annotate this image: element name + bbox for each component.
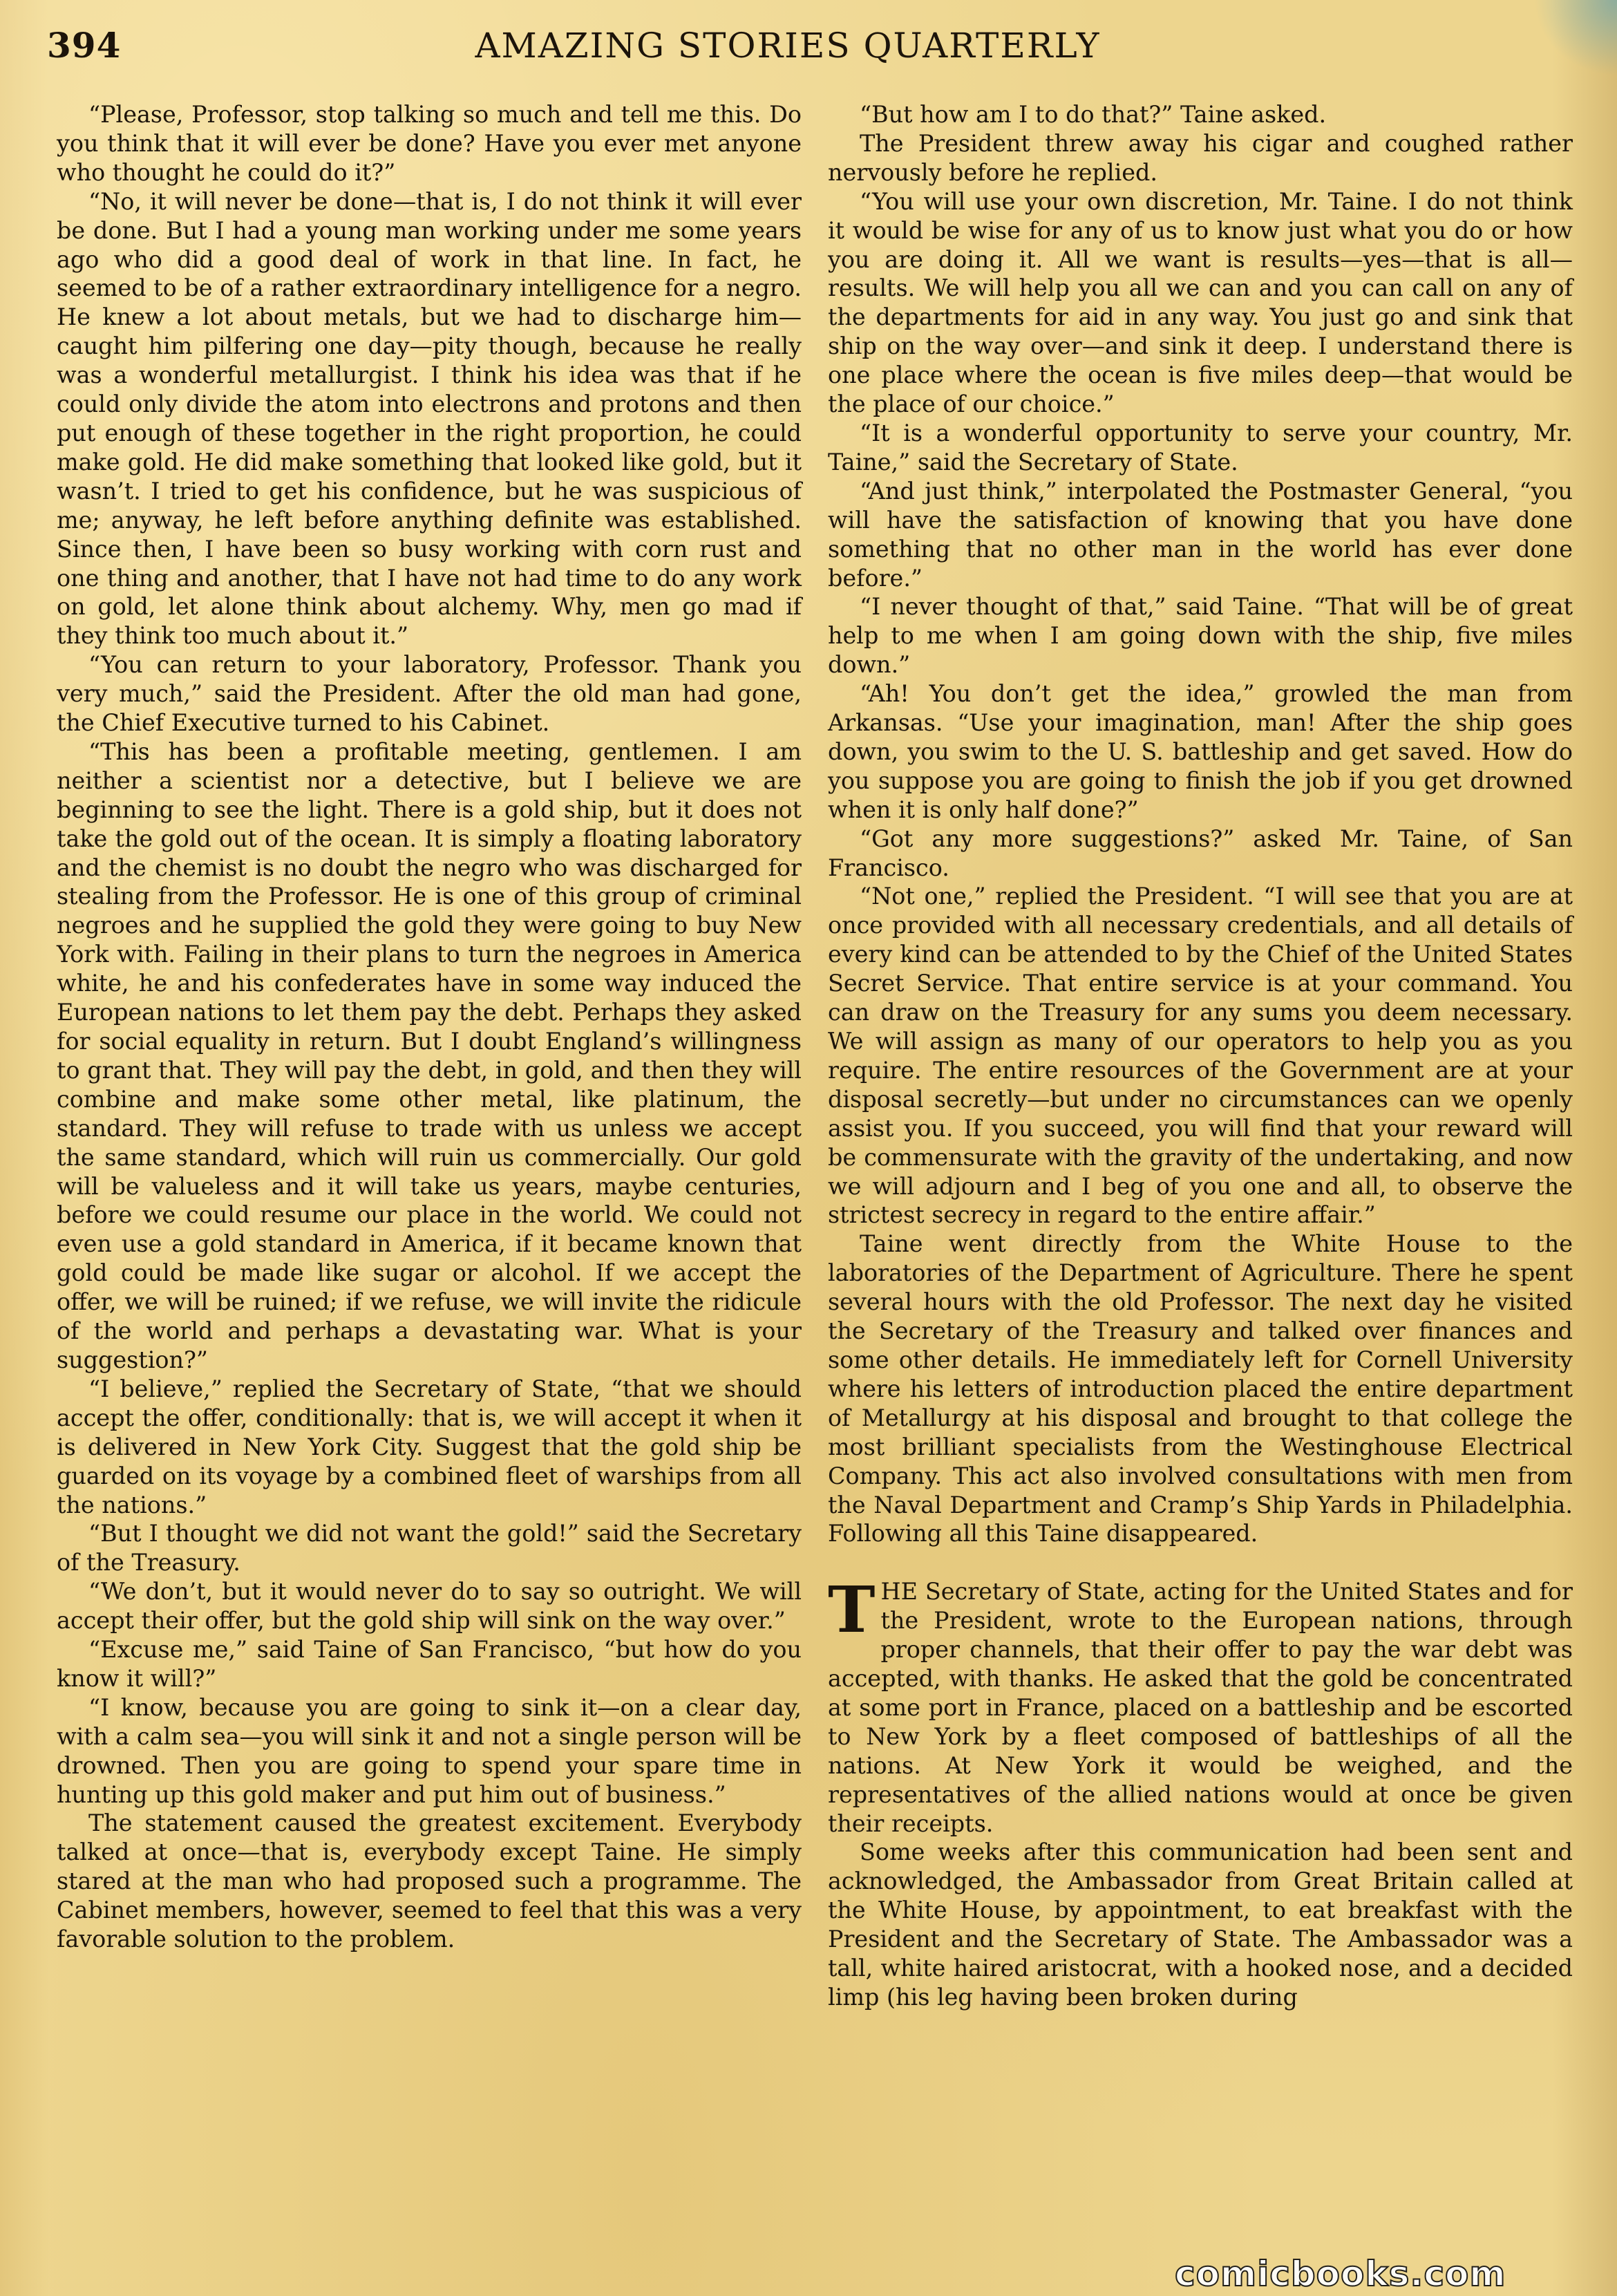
paragraph: “No, it will never be done—that is, I do not think it will ever be done. But I had a young man working under me some years ago who did a good deal of work in that line. In fact, he seemed to be of a rather extraordinary intelligence for a negro. He knew a lot about metals, but we had to discharge him—caught him pilfering one day—pity though, because he really was a wonderful metallurgist. I think his idea was that if he could only divide the atom into electrons and protons and then put enough of these together in the right proportion, he could make gold. He did make something that looked like gold, but it wasn’t. I tried to get his confidence, but he was suspicious of me; anyway, he left before anything definite was established. Since then, I have been so busy working with corn rust and one thing and another, that I have not had time to do any work on gold, let alone think about alchemy. Why, men go mad if they think too much about it.”	[57, 187, 802, 650]
paragraph: “But how am I to do that?” Taine asked.	[860, 101, 1327, 128]
page-number: 394	[47, 25, 122, 66]
left-column	[57, 100, 802, 1954]
paragraph: Some weeks after this communication had been sent and acknowledged, the Ambassador from Great Britain called at the White House, by appointment, to eat breakfast with the President and the Secretary of State. The Ambassador was a tall, white haired aristocrat, with a hooked nose, and a decided limp (his leg having been broken during	[828, 1838, 1573, 2011]
paragraph: “You can return to your laboratory, Professor. Thank you very much,” said the President. After the old man had gone, the Chief Executive turned to his Cabinet.	[57, 651, 802, 737]
paragraph: The statement caused the greatest excitement. Everybody talked at once—that is, everybody except Taine. He simply stared at the man who had proposed such a programme. The Cabinet members, however, seemed to feel that this was a very favorable solution to the problem.	[57, 1809, 802, 1953]
paragraph: “Ah! You don’t get the idea,” growled the man from Arkansas. “Use your imagination, man! After the ship goes down, you swim to the U. S. battleship and get saved. How do you suppose you are going to finish the job if you get drowned when it is only half done?”	[828, 680, 1573, 823]
drop-cap: T	[828, 1572, 876, 1648]
section-opening-paragraph	[828, 1572, 1573, 1838]
right-column	[828, 100, 1573, 2012]
paragraph: “And just think,” interpolated the Postmaster General, “you will have the satisfaction of knowing that you have done something that no other man in the world has ever done before.”	[828, 477, 1573, 592]
page-corner-stain	[1534, 0, 1617, 76]
paragraph: “But I thought we did not want the gold!” said the Secretary of the Treasury.	[57, 1520, 802, 1577]
opening-text: HE Secretary of State, acting for the United States and for the President, wrote to the European nations, through proper channels, that their offer to pay the war debt was accepted, with thanks. He asked that the gold be concentrated at some port in France, placed on a battleship and be escorted to New York by a fleet composed of battleships of all the nations. At New York it would be weighed, and the representatives of the allied nations would at once be given their receipts.	[828, 1578, 1573, 1837]
paragraph: “This has been a profitable meeting, gentlemen. I am neither a scientist nor a detective, but I believe we are beginning to see the light. There is a gold ship, but it does not take the gold out of the ocean. It is simply a floating laboratory and the chemist is no doubt the negro who was discharged for stealing from the Professor. He is one of this group of criminal negroes and he supplied the gold they were going to buy New York with. Failing in their plans to turn the negroes in America white, he and his confederates have in some way induced the European nations to let them pay the debt. Perhaps they asked for social equality in return. But I doubt England’s willingness to grant that. They will pay the debt, in gold, and then they will combine and make some other metal, like platinum, the standard. They will refuse to trade with us unless we accept the same standard, which will ruin us commercially. Our gold will be valueless and it will take us years, maybe centuries, before we could resume our place in the world. We could not even use a gold standard in America, if it became known that gold could be made like sugar or alcohol. If we accept the offer, we will be ruined; if we refuse, we will invite the ridicule of the world and perhaps a devastating war. What is your suggestion?”	[57, 737, 802, 1373]
paragraph: “Excuse me,” said Taine of San Francisco, “but how do you know it will?”	[57, 1636, 802, 1692]
section-break	[828, 1548, 1573, 1577]
paragraph: “Not one,” replied the President. “I will see that you are at once provided with all necessary credentials, and all details of every kind can be attended to by the Chief of the United States Secret Service. That entire service is at your command. You can draw on the Treasury for any sums you deem necessary. We will assign as many of our operators to help you as you require. The entire resources of the Government are at your disposal secretly—but under no circumstances can we openly assist you. If you succeed, you will find that your reward will be commensurate with the gravity of the undertaking, and now we will adjourn and I beg of you one and all, to observe the strictest secrecy in regard to the entire affair.”	[828, 883, 1573, 1229]
paragraph: “You will use your own discretion, Mr. Taine. I do not think it would be wise for any of us to know just what you do or how you are doing it. All we want is results—yes—that is all—results. We will help you all we can and you can call on any of the departments for aid in any way. You just go and sink that ship on the way over—and sink it deep. I understand there is one place where the ocean is five miles deep—that would be the place of our choice.”	[828, 187, 1573, 418]
magazine-title: AMAZING STORIES QUARTERLY	[475, 26, 1101, 66]
paragraph: “It is a wonderful opportunity to serve your country, Mr. Taine,” said the Secretary of State.	[828, 419, 1573, 476]
paragraph: “Please, Professor, stop talking so much and tell me this. Do you think that it will ever be done? Have you ever met anyone who thought he could do it?”	[57, 101, 802, 186]
paragraph: “I never thought of that,” said Taine. “That will be of great help to me when I am going down with the ship, five miles down.”	[828, 593, 1573, 679]
paragraph: “We don’t, but it would never do to say so outright. We will accept their offer, but the gold ship will sink on the way over.”	[57, 1578, 802, 1635]
paragraph: “I believe,” replied the Secretary of State, “that we should accept the offer, conditionally: that is, we will accept it when it is delivered in New York City. Suggest that the gold ship be guarded on its voyage by a combined fleet of warships from all the nations.”	[57, 1375, 802, 1518]
paragraph: “I know, because you are going to sink it—on a clear day, with a calm sea—you will sink it and not a single person will be drowned. Then you are going to spend your spare time in hunting up this gold maker and put him out of business.”	[57, 1693, 802, 1808]
watermark-logo: comicbooks.com	[1175, 2254, 1506, 2294]
paragraph: “Got any more suggestions?” asked Mr. Taine, of San Francisco.	[828, 825, 1573, 881]
paragraph: The President threw away his cigar and coughed rather nervously before he replied.	[828, 129, 1573, 186]
paragraph: Taine went directly from the White House to the laboratories of the Department of Agriculture. There he spent several hours with the old Professor. The next day he visited the Secretary of the Treasury and talked over finances and some other details. He immediately left for Cornell University where his letters of introduction placed the entire department of Metallurgy at his disposal and brought to that college the most brilliant specialists from the Westinghouse Electrical Company. This act also involved consultations with men from the Naval Department and Cramp’s Ship Yards in Philadelphia. Following all this Taine disappeared.	[828, 1230, 1573, 1547]
